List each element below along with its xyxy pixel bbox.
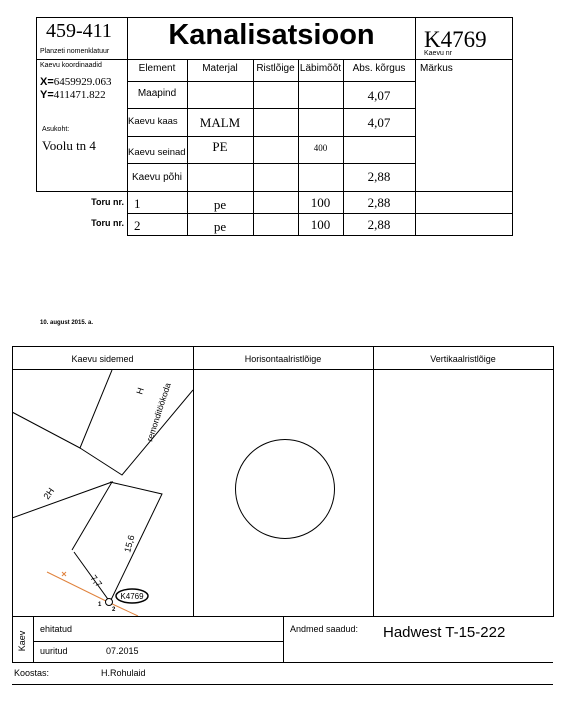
nomenclature-number: 459-411 <box>46 20 112 42</box>
sketch-header: Kaevu sidemed <box>71 354 134 364</box>
pipe-diameter: 100 <box>310 195 331 210</box>
data-source-label: Andmed saadud: <box>290 624 359 634</box>
nomenclature-label: Planzeti nomenklatuur <box>40 48 110 55</box>
coord-y <box>40 89 106 101</box>
pipe-diameter: 100 <box>310 217 331 232</box>
well-number-label: Kaevu nr <box>424 50 453 57</box>
row-height: 2,88 <box>367 169 391 184</box>
document-date: 10. august 2015. a. <box>40 320 94 326</box>
row-element: Maapind <box>137 88 177 99</box>
location-value: Voolu tn 4 <box>42 138 96 153</box>
inspected-date: 07.2015 <box>106 646 139 656</box>
building-outline <box>12 482 112 550</box>
well-marker <box>106 599 113 606</box>
row-material: PE <box>212 139 228 154</box>
row-material: MALM <box>199 115 241 130</box>
distance-label: 15,6 <box>122 533 137 554</box>
well-tag: K4769 <box>120 592 144 601</box>
col-note: Märkus <box>420 63 453 74</box>
sketch-header: Vertikaalristlõige <box>430 354 496 364</box>
distance-label: 7,7 <box>88 573 105 590</box>
building-label-2h: 2H <box>41 485 57 502</box>
pipe-material: pe <box>213 219 227 234</box>
row-diameter: 400 <box>313 143 328 153</box>
building-note: remonditöökoda <box>144 381 173 443</box>
coord-x-label: X= <box>40 76 54 88</box>
page-title: Kanalisatsioon <box>168 19 375 51</box>
pipe-height: 2,88 <box>367 217 391 232</box>
pipe-material: pe <box>213 197 227 212</box>
coord-x <box>40 76 112 88</box>
pipe-number-label: 1 <box>98 602 102 608</box>
inspected-label: uuritud <box>40 646 68 656</box>
sketch-header: Horisontaalristlõige <box>244 354 322 364</box>
pipe-number: 2 <box>134 218 141 233</box>
pipe-height: 2,88 <box>367 195 391 210</box>
pipe-label: Toru nr. <box>91 197 124 207</box>
building-outline <box>74 482 162 602</box>
row-element: Kaevu seinad <box>128 147 186 158</box>
coords-label: Kaevu koordinaadid <box>40 62 102 69</box>
building-outline <box>12 370 112 448</box>
location-label: Asukoht: <box>42 126 70 133</box>
col-diameter: Läbimõõt <box>299 63 342 74</box>
row-element: Kaevu põhi <box>131 172 183 183</box>
coord-y-value: 411471.822 <box>53 89 106 101</box>
well-circle <box>236 440 335 539</box>
pipe-number-label: 2 <box>112 607 116 613</box>
author-label: Koostas: <box>14 668 50 678</box>
coord-x-value: 6459929.063 <box>53 76 112 88</box>
coord-y-label: Y= <box>40 89 54 101</box>
row-height: 4,07 <box>367 115 391 130</box>
col-section: Ristlõige <box>256 63 295 74</box>
row-height: 4,07 <box>367 88 391 103</box>
author-value: H.Rohulaid <box>101 668 146 678</box>
data-source-value: Hadwest T-15-222 <box>383 624 506 641</box>
footer-side-label: Kaev <box>17 630 27 652</box>
well-number: K4769 <box>424 27 487 52</box>
pipe-number: 1 <box>134 196 141 211</box>
col-material: Materjal <box>202 63 238 74</box>
col-element: Element <box>138 63 176 74</box>
row-element: Kaevu kaas <box>128 116 178 127</box>
site-plan-sketch <box>12 370 193 616</box>
building-outline <box>80 390 193 475</box>
pipe-label: Toru nr. <box>91 218 124 228</box>
col-height: Abs. kõrgus <box>352 63 406 74</box>
horizontal-section <box>234 438 336 540</box>
built-label: ehitatud <box>40 624 73 634</box>
building-label: H <box>134 386 146 396</box>
